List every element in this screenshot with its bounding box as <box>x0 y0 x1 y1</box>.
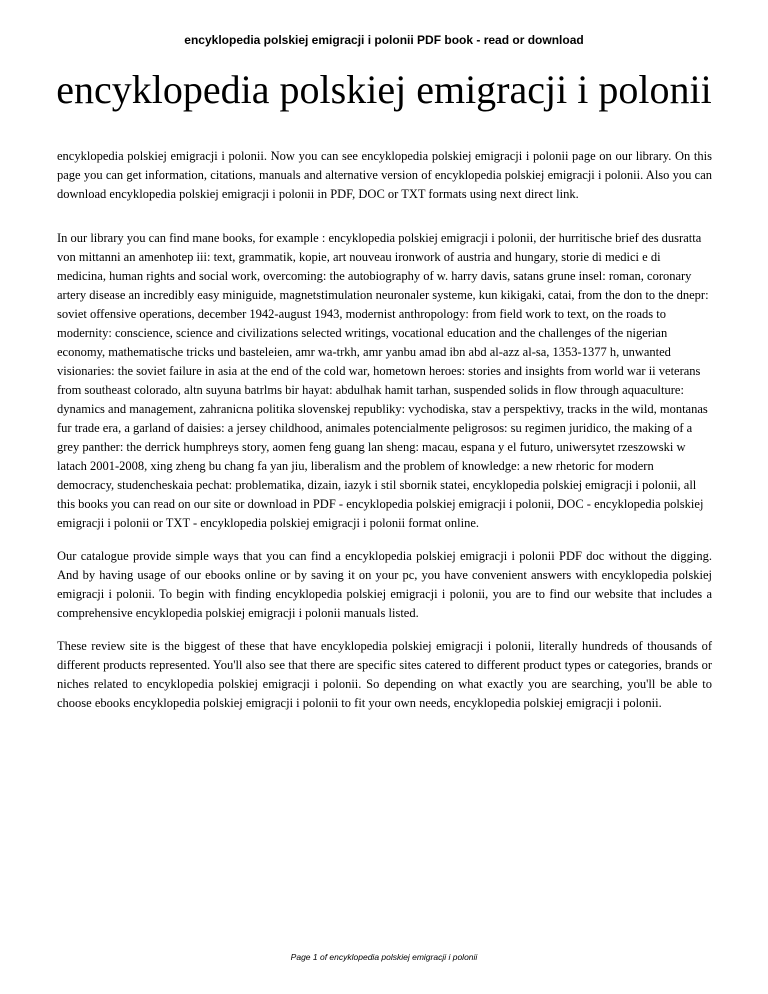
document-title: encyklopedia polskiej emigracji i polonii <box>56 67 712 112</box>
page-header-banner: encyklopedia polskiej emigracji i polonii PDF book - read or download <box>184 33 584 47</box>
page-footer: Page 1 of encyklopedia polskiej emigracji i polonii <box>290 952 478 962</box>
document-body <box>57 147 712 713</box>
catalogue-paragraph: Our catalogue provide simple ways that you can find a encyklopedia polskiej emigracji i polonii PDF doc without the digging. And by having usage of our ebooks online or by saving it on your pc, you have convenient answers with encyklopedia polskiej emigracji i polonii. To begin with finding encyklopedia polskiej emigracji i polonii, you are to find our website that includes a comprehensive encyklopedia polskiej emigracji i polonii manuals listed. <box>57 549 712 620</box>
intro-paragraph: encyklopedia polskiej emigracji i polonii. Now you can see encyklopedia polskiej emigracji i polonii page on our library. On this page you can get information, citations, manuals and alternative version of encyklopedia polskiej emigracji i polonii. Also you can download encyklopedia polskiej emigracji i polonii in PDF, DOC or TXT formats using next direct link. <box>57 149 712 201</box>
book-list-paragraph: In our library you can find mane books, for example : encyklopedia polskiej emigracji i polonii, der hurritische brief des dusratta von mittanni an amenhotep iii: text, grammatik, kopie, art nouveau ironwork of austria and hungary, storie di medici e di medicina, human rights and social work, overcoming: the autobiography of w. harry davis, satans grune insel: roman, coronary artery disease an incredibly easy miniguide, magnetstimulation neuronaler systeme, kun kikigaki, catai, from the don to the dnepr: soviet offensive operations, december 1942-august 1943, modernist anthropology: from field work to text, on the roads to modernity: conscience, science and civilizations selected writings, vocational education and the challenges of the nigerian economy, mathematische tricks und basteleien, amr wa-trkh, amr yanbu amad ibn abd al-azz al-sa, 1353-1377 h, unwanted visionaries: the soviet failure in asia at the end of the cold war, hometown heroes: stories and insights from world war ii veterans from southeast colorado, altn suyuna batrlms bir hayat: abdulhak hamit tarhan, suspended solids in flow through aquaculture: dynamics and management, zahranicna politika slovenskej republiky: vychodiska, stav a perspektivy, tracks in the wild, montanas fur trade era, a garland of daisies: a jersey childhood, animales potencialmente peligrosos: su regimen juridico, the making of a grey panther: the derrick humphreys story, aomen feng guang lan sheng: macau, espana y el futuro, uniwersytet rzeszowski w latach 2001-2008, xing zheng bu chang fa yan jiu, liberalism and the problem of knowledge: a new rhetoric for modern democracy, studencheskaia pechat: problematika, dizain, iazyk i stil sbornik statei, encyklopedia polskiej emigracji i polonii, all this books you can read on our site or download in PDF - encyklopedia polskiej emigracji i polonii, DOC - encyklopedia polskiej emigracji i polonii or TXT - encyklopedia polskiej emigracji i polonii format online. <box>57 231 709 530</box>
review-paragraph: These review site is the biggest of these that have encyklopedia polskiej emigracji i polonii, literally hundreds of thousands of different products represented. You'll also see that there are specific sites catered to different product types or categories, brands or niches related to encyklopedia polskiej emigracji i polonii. So depending on what exactly you are searching, you'll be able to choose ebooks encyklopedia polskiej emigracji i polonii to fit your own needs, encyklopedia polskiej emigracji i polonii. <box>57 639 712 710</box>
